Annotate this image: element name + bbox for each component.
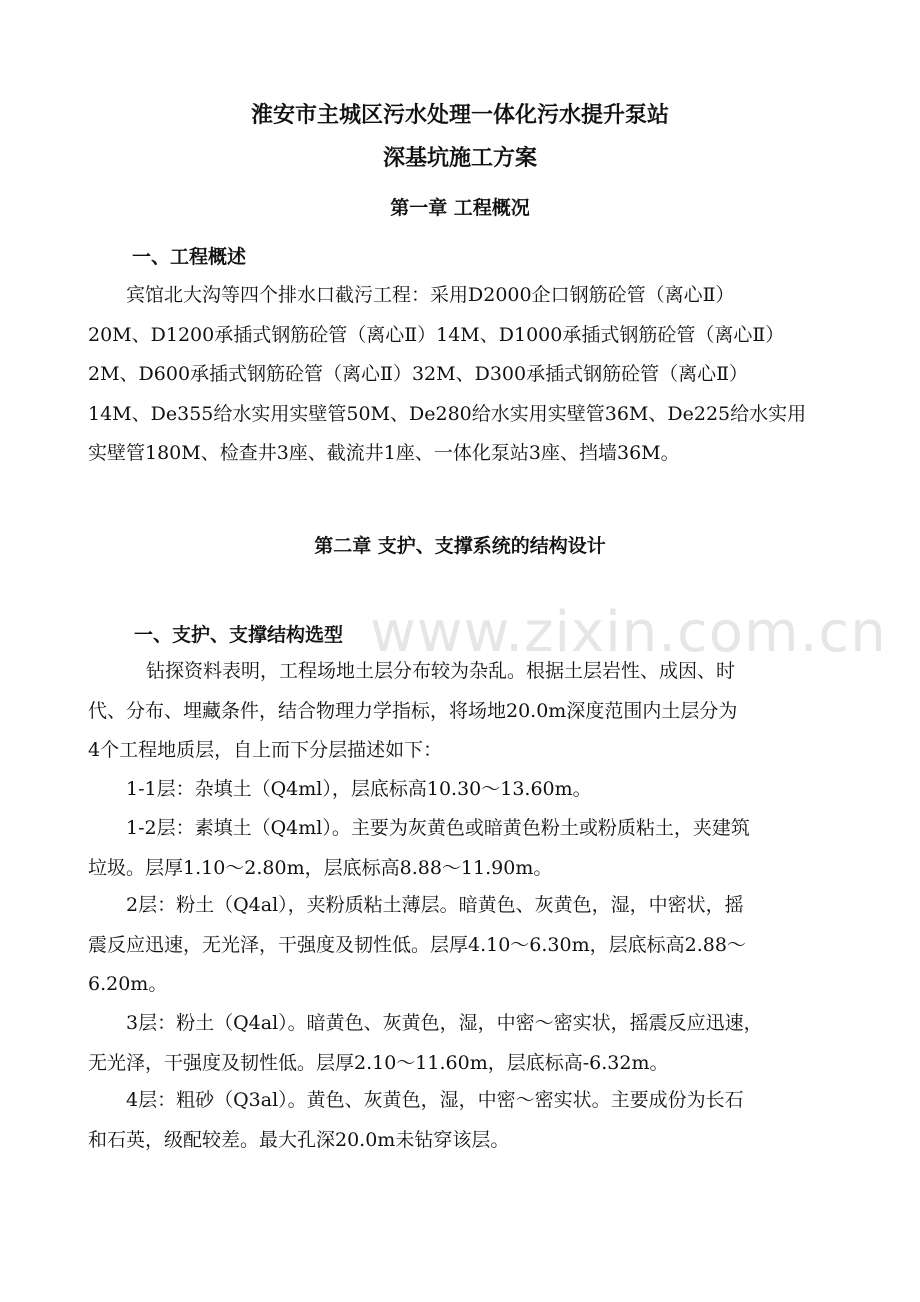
- chapter2-heading: 第二章 支护、支撑系统的结构设计: [314, 535, 606, 557]
- section-overview-heading: 一、工程概述: [132, 246, 247, 268]
- overview-line: 14M、De355给水实用实壁管50M、De280给水实用实壁管36M、De225给水实用: [88, 402, 807, 425]
- overview-line: 2M、D600承插式钢筋砼管（离心Ⅱ）32M、D300承插式钢筋砼管（离心Ⅱ）: [88, 363, 749, 385]
- overview-line: 实壁管180M、检查井3座、截流井1座、一体化泵站3座、挡墙36M。: [88, 442, 680, 464]
- layer-line: 1-1层：杂填土（Q4ml），层底标高10.30～13.60m。: [126, 778, 592, 800]
- layer-1-2-paragraph: [88, 809, 818, 888]
- document-title-line1: 淮安市主城区污水处理一体化污水提升泵站: [250, 103, 669, 128]
- overview-line: 20M、D1200承插式钢筋砼管（离心Ⅱ）14M、D1000承插式钢筋砼管（离心Ⅱ）: [88, 323, 785, 346]
- layer-line: 3层：粉土（Q4al）。暗黄色、灰黄色，湿，中密～密实状，摇震反应迅速，: [126, 1012, 763, 1034]
- layer-line: 和石英，级配较差。最大孔深20.0m未钻穿该层。: [88, 1128, 510, 1151]
- layer-1-1-paragraph: [88, 770, 818, 810]
- soil-intro-line: 钻探资料表明，工程场地土层分布较为杂乱。根据土层岩性、成因、时: [146, 660, 736, 682]
- section-support-heading: 一、支护、支撑结构选型: [134, 624, 344, 646]
- watermark-text: www.zixin.com.cn: [370, 600, 887, 665]
- layer-line: 4层：粗砂（Q3al）。黄色、灰黄色，湿，中密～密实状。主要成份为长石: [126, 1089, 744, 1111]
- soil-intro-paragraph: [88, 652, 818, 771]
- soil-intro-line: 4个工程地质层，自上而下分层描述如下：: [88, 739, 443, 761]
- layer-line: 1-2层：素填土（Q4ml）。主要为灰黄色或暗黄色粉土或粉质粘土，夹建筑: [126, 817, 750, 839]
- layer-line: 垃圾。层厚1.10～2.80m，层底标高8.88～11.90m。: [88, 856, 553, 879]
- layer-4-paragraph: [88, 1081, 818, 1160]
- layer-line: 震反应迅速，无光泽，干强度及韧性低。层厚4.10～6.30m，层底标高2.88～: [88, 933, 746, 956]
- document-title-line2: 深基坑施工方案: [382, 146, 537, 171]
- layer-line: 2层：粉土（Q4al），夹粉质粘土薄层。暗黄色、灰黄色，湿，中密状，摇: [126, 894, 744, 916]
- layer-line: 6.20m。: [88, 973, 168, 995]
- layer-line: 无光泽，干强度及韧性低。层厚2.10～11.60m，层底标高-6.32m。: [88, 1051, 669, 1074]
- layer-3-paragraph: [88, 1004, 818, 1083]
- overview-paragraph: [88, 276, 818, 474]
- soil-intro-line: 代、分布、埋藏条件，结合物理力学指标，将场地20.0m深度范围内土层分为: [88, 699, 738, 722]
- layer-2-paragraph: [88, 886, 818, 1005]
- chapter1-heading: 第一章 工程概况: [390, 197, 530, 219]
- overview-line: 宾馆北大沟等四个排水口截污工程：采用D2000企口钢筋砼管（离心Ⅱ）: [126, 284, 735, 306]
